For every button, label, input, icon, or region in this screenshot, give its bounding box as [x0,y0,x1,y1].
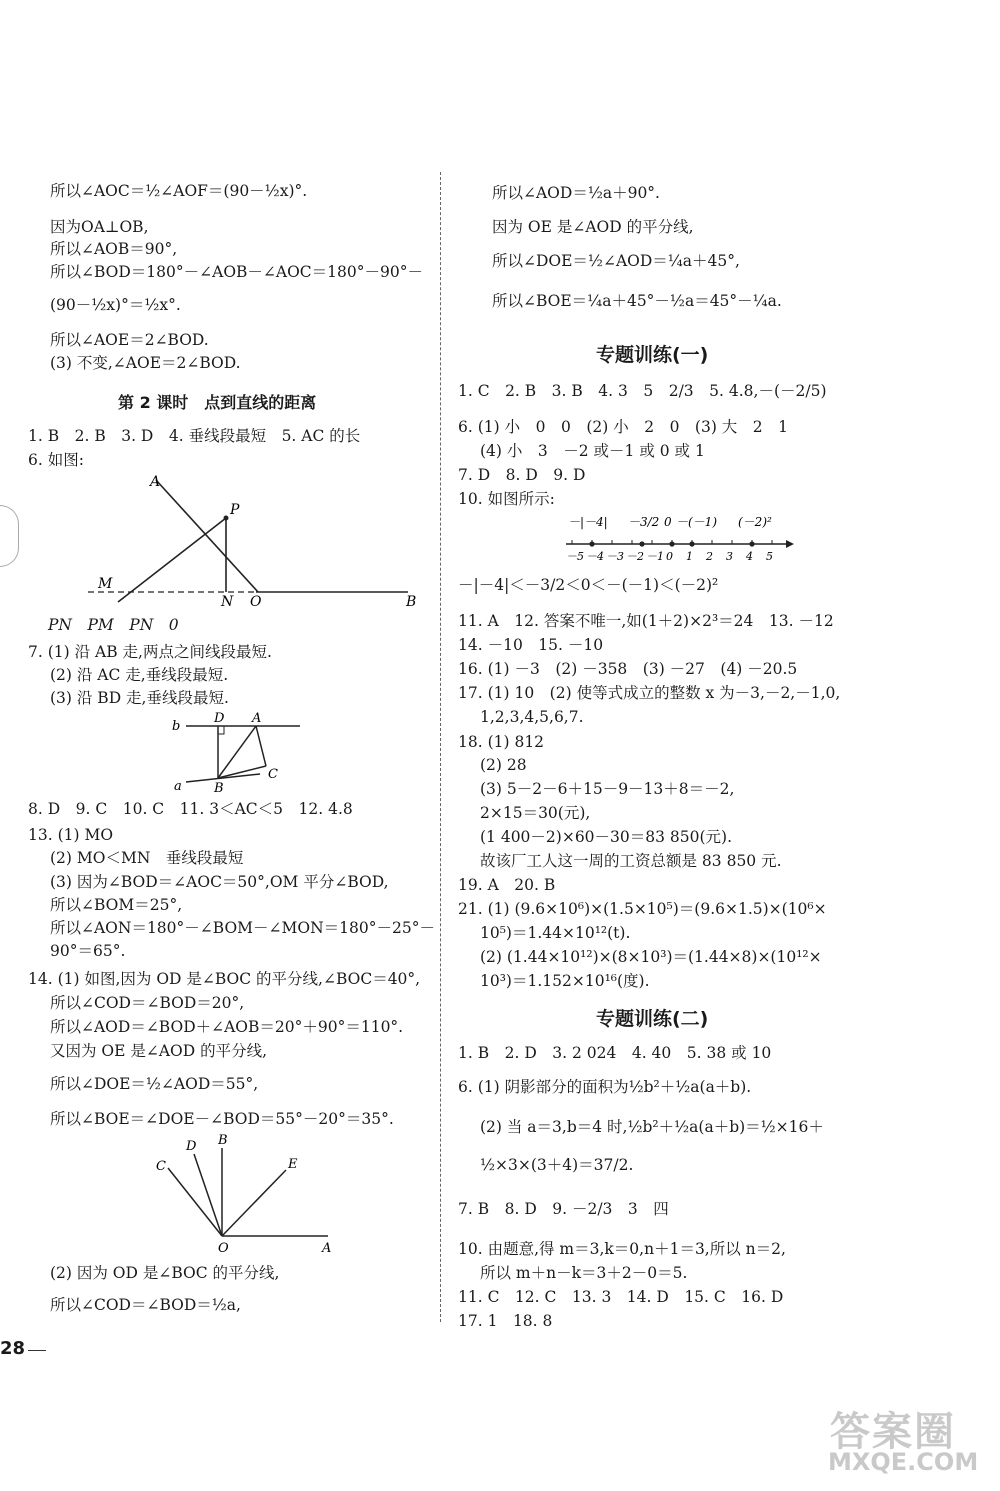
fig-label: M [98,576,113,592]
text-line: (3) 不变,∠AOE＝2∠BOD. [50,354,241,372]
answer-line: PN PM PN 0 [48,616,179,634]
text-line: 所以∠BOE＝¼a＋45°－½a＝45°－¼a. [492,292,782,310]
column-divider [440,172,441,1322]
watermark-url: MXQE.COM [828,1448,979,1476]
nl-tick-label: 1 [686,550,693,563]
answer-line: 所以∠AOD＝∠BOD＋∠AOB＝20°＋90°＝110°. [50,1018,404,1036]
page-number-dash [28,1350,46,1351]
answer-line: ½×3×(3＋4)＝37/2. [480,1156,634,1174]
fig-label: D [186,1139,197,1154]
nl-top-label: －|－4| [568,515,608,529]
answer-line: －|－4|＜－3/2＜0＜－(－1)＜(－2)² [458,576,719,594]
text-line: 所以∠DOE＝½∠AOD＝¼a＋45°, [492,252,740,270]
nl-tick-label: －1 [646,550,664,563]
nl-top-label: (－2)² [738,515,772,529]
fig-label: A [322,1241,332,1256]
nl-tick-label: －2 [626,550,644,563]
answer-line: 所以∠AON＝180°－∠BOM－∠MON＝180°－25°－ [50,919,435,937]
answer-line: 11. C 12. C 13. 3 14. D 15. C 16. D [458,1288,784,1306]
fig-label: C [268,767,278,782]
nl-top-label: －3/2 [628,515,660,529]
answer-line: 8. D 9. C 10. C 11. 3＜AC＜5 12. 4.8 [28,800,353,818]
nl-tick-label: －5 [566,550,584,563]
nl-point [639,541,644,546]
answer-line: (1 400－2)×60－30＝83 850(元). [480,828,733,846]
fig-label: b [172,719,181,734]
answer-line: 故该厂工人这一周的工资总额是 83 850 元. [480,852,782,870]
answer-line: (3) 5－2－6＋15－9－13＋8＝－2, [480,780,735,798]
answer-line: 所以∠COD＝∠BOD＝½a, [50,1296,241,1314]
nl-tick-label: 3 [726,550,733,563]
answer-line: 所以 m＋n－k＝3＋2－0＝5. [480,1264,688,1282]
answer-line: 6. 如图: [28,451,84,469]
section-heading: 专题训练(一) [596,344,709,366]
fig-label: a [174,779,182,794]
nl-top-label: 0 [664,515,672,529]
answer-line: 6. (1) 阴影部分的面积为½b²＋½a(a＋b). [458,1078,752,1096]
fig-label: N [221,594,234,610]
answer-line: 所以∠DOE＝½∠AOD＝55°, [50,1075,259,1093]
section-heading: 专题训练(二) [596,1008,709,1030]
text-line: 所以∠AOE＝2∠BOD. [50,331,209,349]
answer-line: (3) 沿 BD 走,垂线段最短. [50,689,229,707]
answer-line: 1. C 2. B 3. B 4. 3 5 2/3 5. 4.8,－(－2/5) [458,382,827,400]
figure-road [168,710,318,795]
fig-label: B [214,781,224,795]
text-line: (90－½x)°＝½x°. [50,296,181,314]
fig-label: B [218,1133,228,1148]
answer-line: (2) 因为 OD 是∠BOC 的平分线, [50,1264,280,1282]
answer-line: (2) (1.44×10¹²)×(8×10³)＝(1.44×8)×(10¹²× [480,948,822,966]
answer-line: 10. 由题意,得 m＝3,k＝0,n＋1＝3,所以 n＝2, [458,1240,786,1258]
answer-line: 7. D 8. D 9. D [458,466,586,484]
answer-line: 2×15＝30(元), [480,804,591,822]
answer-line: 10⁵)＝1.44×10¹²(t). [480,924,631,942]
nl-tick-label: －4 [586,550,604,563]
text-line: 因为 OE 是∠AOD 的平分线, [492,218,694,236]
answer-line: (2) 当 a＝3,b＝4 时,½b²＋½a(a＋b)＝½×16＋ [480,1118,824,1136]
text-line: 所以∠AOD＝½a＋90°. [492,184,660,202]
section-heading: 第 2 课时 点到直线的距离 [118,393,317,412]
answer-line: 所以∠COD＝∠BOD＝20°, [50,994,245,1012]
answer-line: (4) 小 3 －2 或－1 或 0 或 1 [480,442,705,460]
answer-line: 6. (1) 小 0 0 (2) 小 2 0 (3) 大 2 1 [458,418,789,436]
answer-line: 17. (1) 10 (2) 使等式成立的整数 x 为－3,－2,－1,0, [458,684,841,702]
text-line: 所以∠BOD＝180°－∠AOB－∠AOC＝180°－90°－ [50,263,423,281]
answer-line: 10³)＝1.152×10¹⁶(度). [480,972,650,990]
text-line: 因为OA⊥OB, [50,218,149,236]
answer-line: 19. A 20. B [458,876,556,894]
answer-line: 18. (1) 812 [458,733,545,751]
nl-tick-label: 0 [666,550,673,563]
nl-tick-label: 5 [766,550,773,563]
number-line [558,510,798,570]
nl-tick-label: 2 [706,550,713,563]
answer-line: 14. (1) 如图,因为 OD 是∠BOC 的平分线,∠BOC＝40°, [28,970,421,988]
nl-point [749,541,754,546]
fig-label: A [252,711,262,726]
answer-line: 21. (1) (9.6×10⁶)×(1.5×10⁵)＝(9.6×1.5)×(10⁶× [458,900,827,918]
answer-line: 7. (1) 沿 AB 走,两点之间线段最短. [28,643,272,661]
fig-label: B [406,594,417,610]
nl-tick-label: 4 [746,550,753,563]
nl-point [589,541,594,546]
fig-label: D [214,711,225,726]
figure-point-line-distance [68,470,428,610]
answer-line: (3) 因为∠BOD＝∠AOC＝50°,OM 平分∠BOD, [50,873,389,891]
answer-line: (2) 沿 AC 走,垂线段最短. [50,666,229,684]
text-line: 所以∠AOB＝90°, [50,240,178,258]
watermark-logo: 答案圈 [830,1409,956,1455]
fig-label: E [288,1157,298,1172]
answer-line: 14. －10 15. －10 [458,636,604,654]
answer-line: (2) MO＜MN 垂线段最短 [50,849,244,867]
nl-tick-label: －3 [606,550,624,563]
fig-label: C [156,1159,166,1174]
answer-line: 11. A 12. 答案不唯一,如(1＋2)×2³＝24 13. －12 [458,612,834,630]
binding-edge-mark [0,505,19,567]
answer-line: 13. (1) MO [28,826,114,844]
text-line: 所以∠AOC＝½∠AOF＝(90－½x)°. [50,182,308,200]
answer-line: 10. 如图所示: [458,490,555,508]
answer-line: (2) 28 [480,756,527,774]
answer-line: 7. B 8. D 9. －2/3 3 四 [458,1200,669,1218]
answer-line: 1. B 2. B 3. D 4. 垂线段最短 5. AC 的长 [28,427,361,445]
answer-line: 16. (1) －3 (2) －358 (3) －27 (4) －20.5 [458,660,798,678]
answer-line: 所以∠BOE＝∠DOE－∠BOD＝55°－20°＝35°. [50,1110,394,1128]
answer-line: 1,2,3,4,5,6,7. [480,708,584,726]
answer-line: 90°＝65°. [50,942,126,960]
nl-point [669,541,674,546]
answer-line: 17. 1 18. 8 [458,1312,553,1330]
answer-line: 又因为 OE 是∠AOD 的平分线, [50,1042,268,1060]
nl-top-label: －(－1) [676,515,717,529]
fig-label: P [230,502,240,518]
fig-label: O [250,594,262,610]
fig-label: A [150,474,161,490]
fig-label: O [218,1241,229,1256]
page-number: 28 [0,1338,26,1359]
answer-line: 1. B 2. D 3. 2 024 4. 40 5. 38 或 10 [458,1044,772,1062]
answer-line: 所以∠BOM＝25°, [50,896,183,914]
figure-angles [138,1130,358,1258]
nl-point [689,541,694,546]
